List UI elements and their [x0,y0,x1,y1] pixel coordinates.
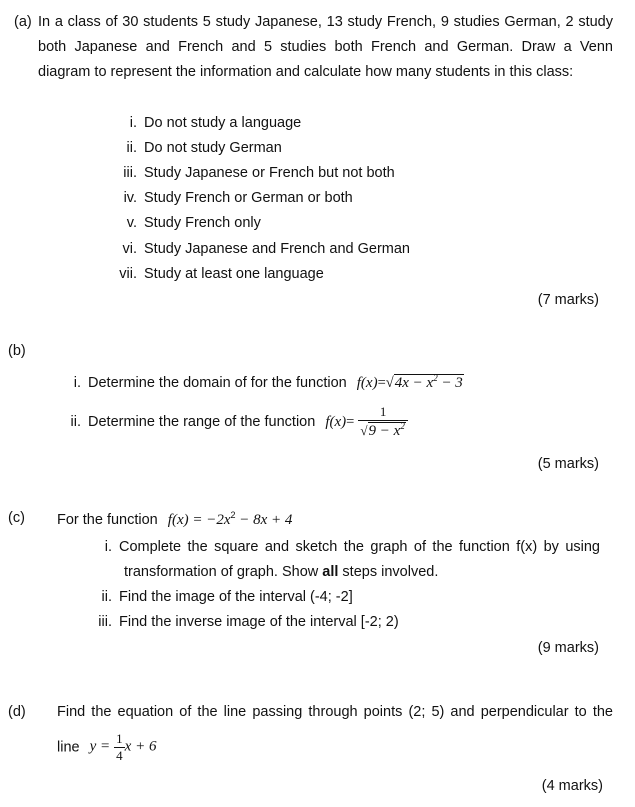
part-b-label: (b) [8,343,26,359]
part-a-item-4: iv. Study French or German or both [123,190,353,206]
part-a-item-2: ii. Do not study German [126,140,282,156]
part-a-line-3: diagram to represent the information and calculate how many students in this class: [38,64,574,80]
part-b-item-2: ii. Determine the range of the function f(x)= $\frac{1}{√9 - x^2}$ [57,404,408,440]
part-c-intro: For the function $f(x) = -2x^2 - 8x + 4$ [57,510,293,528]
domain-formula: $f(x)=√4x - x^2 - 3$ [356,373,463,391]
part-a-line-1: In a class of 30 students 5 study Japanese, 13 study French, 9 studies German, 2 study [38,14,613,30]
part-a-item-7: vii. Study at least one language [119,266,324,282]
part-a-item-5: v. Study French only [126,215,261,231]
range-formula: f(x)= $\frac{1}{√9 - x^2}$ [325,414,407,430]
part-d-line-1: Find the equation of the line passing through points (2; 5) and perpendicular to the [57,704,613,720]
part-c-item-1-line-2: transformation of graph. Show all steps involved. [124,564,439,580]
part-c-item-1: i. Complete the square and sketch the graph of the function f(x) by using [104,539,600,555]
part-c-item-3: iii. Find the inverse image of the interval [-2; 2) [98,614,399,630]
part-c-marks: (9 marks) [537,640,599,656]
part-a-label: (a) [14,14,32,30]
part-a-marks: (7 marks) [537,292,599,308]
part-d-marks: (4 marks) [541,778,603,794]
part-a-line-2: both Japanese and French and 5 studies both French and German. Draw a Venn [38,39,613,55]
quadratic-formula: $f(x) = -2x^2 - 8x + 4$ [167,510,293,528]
part-c-item-2: ii. Find the image of the interval (-4; -2] [101,589,353,605]
part-a-item-1: i. Do not study a language [129,115,302,131]
part-b-marks: (5 marks) [537,456,599,472]
part-d-line-2: line y = $\frac{1}{4}$ x + 6 [57,731,157,763]
part-a-item-3: iii. Study Japanese or French but not both [123,165,395,181]
line-equation: y = $\frac{1}{4}$ x + 6 [89,731,157,763]
part-d-label: (d) [8,704,26,720]
part-b-item-1: i. Determine the domain of for the function $f(x)=√4x - x^2 - 3$ [73,373,463,391]
part-c-label: (c) [8,510,25,526]
part-a-item-6: vi. Study Japanese and French and German [122,241,410,257]
